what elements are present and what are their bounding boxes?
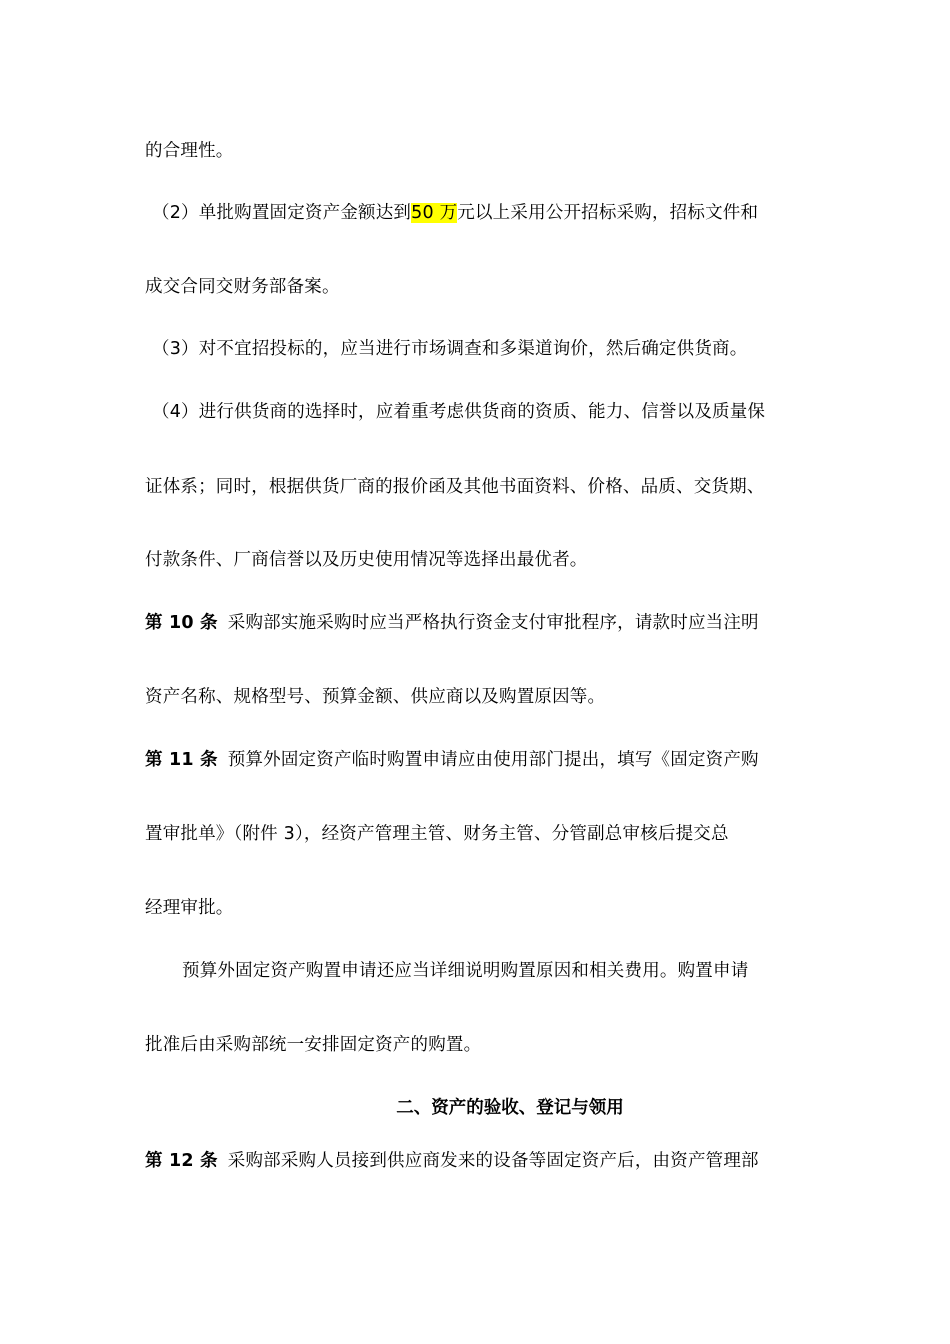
line-text: 置审批单》（附件 3），经资产管理主管、财务主管、分管副总审核后提交总 [145,824,729,844]
line-text: （2）单批购置固定资产金额达到 [152,203,412,223]
line-text: 预算外固定资产购置申请还应当详细说明购置原因和相关费用。购置申请 [182,961,749,981]
clause-2-line-1 [152,201,758,225]
article-10-line-1 [145,611,759,635]
clause-4-line-1 [152,400,765,424]
line-text: （4）进行供货商的选择时，应着重考虑供货商的资质、能力、信誉以及质量保 [152,402,766,422]
line-text: （3）对不宜招投标的，应当进行市场调查和多渠道询价，然后确定供货商。 [152,339,748,359]
article-12-line-1 [145,1149,759,1173]
highlighted-amount: 50 万 [411,203,458,223]
clause-4-line-2 [145,475,765,499]
article-number: 第 11 条 [145,750,218,770]
line-text: 付款条件、厂商信誉以及历史使用情况等选择出最优者。 [145,550,588,570]
clause-2-line-2 [145,275,340,299]
line-text: 采购部采购人员接到供应商发来的设备等固定资产后，由资产管理部 [227,1151,759,1171]
paragraph-budget-line-2 [145,1033,481,1057]
line-text: 资产名称、规格型号、预算金额、供应商以及购置原因等。 [145,687,606,707]
section-heading-text: 二、资产的验收、登记与领用 [396,1098,624,1118]
article-10-line-2 [145,685,605,709]
line-text: 证体系；同时，根据供货厂商的报价函及其他书面资料、价格、品质、交货期、 [145,477,765,497]
article-number: 第 10 条 [145,613,218,633]
article-11-line-2 [145,822,729,846]
line-text: 经理审批。 [145,898,234,918]
article-11-line-3 [145,896,234,920]
article-number: 第 12 条 [145,1151,218,1171]
line-text: 元以上采用公开招标采购，招标文件和 [457,203,759,223]
line-text: 预算外固定资产临时购置申请应由使用部门提出，填写《固定资产购 [227,750,759,770]
line-text: 成交合同交财务部备案。 [145,277,340,297]
paragraph-budget-line-1 [182,959,748,983]
section-heading [0,1096,950,1120]
clause-4-line-3 [145,548,588,572]
line-text: 采购部实施采购时应当严格执行资金支付审批程序，请款时应当注明 [227,613,759,633]
line-text: 批准后由采购部统一安排固定资产的购置。 [145,1035,482,1055]
text-line-reasonableness [145,139,234,163]
clause-3-line [152,337,747,361]
article-11-line-1 [145,748,759,772]
line-text: 的合理性。 [145,141,234,161]
